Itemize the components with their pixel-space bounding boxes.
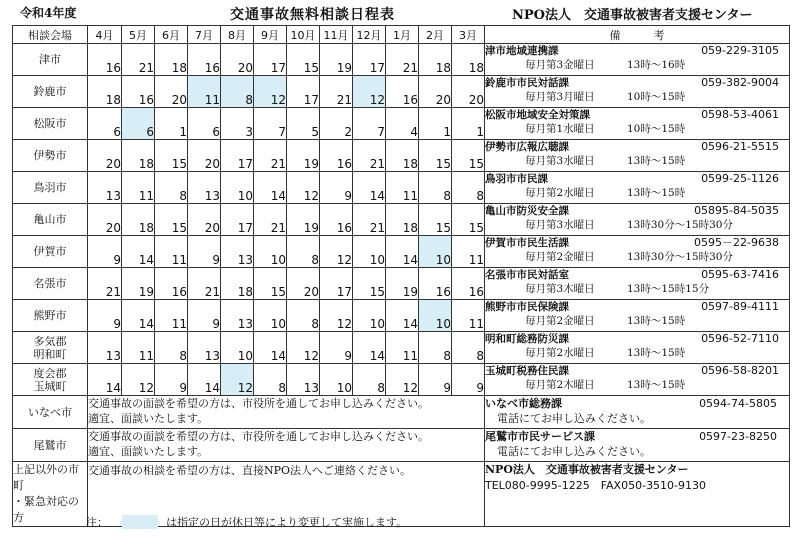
date-cell: 21 xyxy=(122,44,155,76)
venue-cell: 亀山市 xyxy=(13,204,88,236)
date-cell-changed: 10 xyxy=(419,236,452,268)
phone-number: 0596-58-8201 xyxy=(701,364,779,377)
consultation-hours: 13時～15時 xyxy=(627,347,686,359)
date-cell: 20 xyxy=(287,268,320,300)
date-cell: 13 xyxy=(88,332,122,364)
table-row xyxy=(13,332,790,364)
consultation-hours: 13時～15時15分 xyxy=(627,283,710,295)
date-cell: 14 xyxy=(353,332,386,364)
message-row xyxy=(13,396,790,429)
org-contact-cell xyxy=(485,462,790,527)
consultation-day: 毎月第1水曜日 xyxy=(525,123,595,135)
phone-number: 0595-63-7416 xyxy=(701,268,779,281)
department-name: 尾鷲市市民サービス課 xyxy=(485,430,595,443)
venue-cell: 伊勢市 xyxy=(13,140,88,172)
consultation-day: 毎月第2水曜日 xyxy=(525,187,595,199)
date-cell: 20 xyxy=(221,44,254,76)
note-cell xyxy=(485,332,790,364)
phone-number: 059-382-9004 xyxy=(701,76,779,89)
venue-cell: いなべ市 xyxy=(13,396,88,429)
date-cell: 7 xyxy=(254,108,287,140)
date-cell: 8 xyxy=(353,364,386,396)
date-cell: 19 xyxy=(287,204,320,236)
month-header: 6月 xyxy=(155,26,188,44)
message-line-2: 適宜、面談いたします。 xyxy=(88,412,209,425)
other-label-line-1: 上記以外の市町 xyxy=(13,463,79,492)
month-header: 4月 xyxy=(88,26,122,44)
consultation-hours: 13時30分～15時30分 xyxy=(627,251,733,263)
date-cell: 4 xyxy=(386,108,419,140)
date-cell: 14 xyxy=(122,300,155,332)
date-cell: 6 xyxy=(188,108,221,140)
month-header: 1月 xyxy=(386,26,419,44)
date-cell-changed: 6 xyxy=(122,108,155,140)
message-row xyxy=(13,429,790,462)
organization-name: NPO法人 交通事故被害者支援センター xyxy=(512,8,753,23)
note-line-1 xyxy=(485,268,789,282)
date-cell: 14 xyxy=(188,364,221,396)
date-cell: 9 xyxy=(88,300,122,332)
date-cell: 21 xyxy=(88,268,122,300)
note-cell xyxy=(485,236,790,268)
note-cell xyxy=(485,396,790,429)
date-cell: 12 xyxy=(287,332,320,364)
date-cell-changed: 12 xyxy=(353,76,386,108)
date-cell-changed: 12 xyxy=(221,364,254,396)
venue-cell: 松阪市 xyxy=(13,108,88,140)
date-cell: 13 xyxy=(88,172,122,204)
date-cell: 15 xyxy=(155,140,188,172)
note-line-1 xyxy=(485,332,789,346)
venue-cell xyxy=(13,364,88,396)
date-cell: 20 xyxy=(88,140,122,172)
note-line-2 xyxy=(485,58,789,72)
venue-cell: 熊野市 xyxy=(13,300,88,332)
date-cell: 16 xyxy=(320,140,353,172)
table-row xyxy=(13,204,790,236)
date-cell: 18 xyxy=(221,268,254,300)
footnote-text: は指定の日が休日等により変更して実施します。 xyxy=(166,516,408,529)
date-cell: 14 xyxy=(386,236,419,268)
note-line-1 xyxy=(485,44,789,58)
phone-number: 0596-52-7110 xyxy=(701,332,779,345)
date-cell: 15 xyxy=(155,204,188,236)
consultation-day: 毎月第2木曜日 xyxy=(525,379,595,391)
date-cell: 12 xyxy=(386,364,419,396)
message-cell xyxy=(88,429,485,462)
consultation-day: 毎月第3金曜日 xyxy=(525,59,595,71)
department-name: 明和町総務防災課 xyxy=(485,333,569,345)
date-cell: 18 xyxy=(452,44,485,76)
consultation-hours: 10時～15時 xyxy=(627,123,686,135)
date-cell: 21 xyxy=(386,44,419,76)
date-cell: 1 xyxy=(419,108,452,140)
department-name: 鈴鹿市市民対話課 xyxy=(485,77,569,89)
date-cell: 9 xyxy=(88,236,122,268)
phone-number: 0598-53-4061 xyxy=(701,108,779,121)
note-cell xyxy=(485,268,790,300)
consultation-hours: 13時～16時 xyxy=(627,59,686,71)
date-cell: 9 xyxy=(452,364,485,396)
date-cell: 21 xyxy=(188,268,221,300)
date-cell: 14 xyxy=(386,300,419,332)
date-cell: 13 xyxy=(188,172,221,204)
date-cell: 12 xyxy=(320,300,353,332)
note-line-2 xyxy=(485,346,789,360)
venue-name-line: 多気郡 xyxy=(33,334,67,348)
table-row xyxy=(13,364,790,396)
date-cell: 8 xyxy=(155,172,188,204)
date-cell: 16 xyxy=(88,44,122,76)
date-cell: 9 xyxy=(188,300,221,332)
message-line-2: 適宜、面談いたします。 xyxy=(88,445,209,458)
date-cell: 15 xyxy=(452,204,485,236)
date-cell: 13 xyxy=(287,364,320,396)
note-line-1 xyxy=(485,204,789,218)
date-cell: 21 xyxy=(353,204,386,236)
date-cell: 18 xyxy=(122,204,155,236)
date-cell: 2 xyxy=(320,108,353,140)
table-row xyxy=(13,236,790,268)
date-cell: 21 xyxy=(254,204,287,236)
date-cell: 17 xyxy=(221,204,254,236)
date-cell: 10 xyxy=(353,236,386,268)
date-cell: 9 xyxy=(320,172,353,204)
note-line-1 xyxy=(485,429,789,444)
date-cell: 18 xyxy=(155,44,188,76)
date-cell: 10 xyxy=(221,332,254,364)
table-row xyxy=(13,140,790,172)
other-label-cell xyxy=(13,462,88,527)
date-cell: 17 xyxy=(254,44,287,76)
date-cell: 17 xyxy=(320,268,353,300)
date-cell-changed: 10 xyxy=(419,300,452,332)
department-name: 松阪市地域安全対策課 xyxy=(485,109,590,121)
department-name: 名張市市民対話室 xyxy=(485,269,569,281)
date-cell: 13 xyxy=(221,236,254,268)
consultation-day: 毎月第3水曜日 xyxy=(525,155,595,167)
consultation-day: 毎月第2水曜日 xyxy=(525,347,595,359)
date-cell: 9 xyxy=(188,236,221,268)
date-cell: 10 xyxy=(320,364,353,396)
fiscal-year: 令和4年度 xyxy=(20,6,77,20)
date-cell: 11 xyxy=(452,300,485,332)
date-cell: 18 xyxy=(419,44,452,76)
date-cell: 13 xyxy=(221,300,254,332)
department-name: 津市地域連携課 xyxy=(485,45,559,57)
date-cell: 11 xyxy=(452,236,485,268)
table-row xyxy=(13,172,790,204)
venue-cell: 鈴鹿市 xyxy=(13,76,88,108)
date-cell: 11 xyxy=(386,332,419,364)
date-cell: 9 xyxy=(155,364,188,396)
note-line-1 xyxy=(485,364,789,378)
date-cell: 15 xyxy=(353,268,386,300)
date-cell: 9 xyxy=(419,364,452,396)
date-cell: 18 xyxy=(386,140,419,172)
date-cell: 13 xyxy=(188,332,221,364)
date-cell: 11 xyxy=(155,236,188,268)
date-cell: 19 xyxy=(287,140,320,172)
other-label-line-2: ・緊急対応の方 xyxy=(13,495,79,524)
date-cell: 11 xyxy=(122,172,155,204)
consultation-hours: 13時～15時 xyxy=(627,379,686,391)
note-cell xyxy=(485,300,790,332)
page-title: 交通事故無料相談日程表 xyxy=(230,7,395,23)
month-header: 7月 xyxy=(188,26,221,44)
date-cell: 14 xyxy=(88,364,122,396)
date-cell: 20 xyxy=(155,76,188,108)
date-cell: 8 xyxy=(452,172,485,204)
date-cell: 11 xyxy=(122,332,155,364)
date-cell: 18 xyxy=(386,204,419,236)
date-cell: 20 xyxy=(188,140,221,172)
date-cell: 16 xyxy=(188,44,221,76)
note-line-1 xyxy=(485,396,789,411)
phone-number: 05895-84-5035 xyxy=(694,204,779,217)
date-cell: 14 xyxy=(254,172,287,204)
department-name: 亀山市防災安全課 xyxy=(485,205,569,217)
date-cell: 11 xyxy=(155,300,188,332)
date-cell: 18 xyxy=(88,76,122,108)
note-cell xyxy=(485,44,790,76)
consultation-hours: 13時～15時 xyxy=(627,155,686,167)
date-cell: 20 xyxy=(419,76,452,108)
date-cell-changed: 11 xyxy=(188,76,221,108)
table-row xyxy=(13,44,790,76)
date-cell: 10 xyxy=(254,236,287,268)
phone-number: 059-229-3105 xyxy=(701,44,779,57)
note-line-1 xyxy=(485,300,789,314)
table-row xyxy=(13,76,790,108)
date-cell: 10 xyxy=(254,300,287,332)
table-row xyxy=(13,108,790,140)
date-cell: 10 xyxy=(221,172,254,204)
department-name: 伊賀市市民生活課 xyxy=(485,237,569,249)
venue-cell: 津市 xyxy=(13,44,88,76)
date-cell: 14 xyxy=(254,332,287,364)
note-line-2 xyxy=(485,314,789,328)
consultation-hours: 13時30分～15時30分 xyxy=(627,219,733,231)
note-line-2 xyxy=(485,122,789,136)
date-cell: 1 xyxy=(452,108,485,140)
footnote xyxy=(86,514,407,530)
consultation-hours: 13時～15時 xyxy=(627,315,686,327)
venue-name-line: 明和町 xyxy=(33,347,67,361)
note-line-2 xyxy=(485,186,789,200)
date-cell: 8 xyxy=(287,236,320,268)
date-cell: 5 xyxy=(287,108,320,140)
header-row xyxy=(13,26,790,44)
date-cell: 15 xyxy=(419,140,452,172)
month-header: 10月 xyxy=(287,26,320,44)
date-cell: 7 xyxy=(353,108,386,140)
note-cell xyxy=(485,76,790,108)
date-cell: 18 xyxy=(122,140,155,172)
message-line-1: 交通事故の面談を希望の方は、市役所を通してお申し込みください。 xyxy=(88,430,429,443)
month-header: 11月 xyxy=(320,26,353,44)
venue-cell: 伊賀市 xyxy=(13,236,88,268)
date-cell: 10 xyxy=(353,300,386,332)
date-cell: 19 xyxy=(320,44,353,76)
note-line-1 xyxy=(485,76,789,90)
date-cell: 12 xyxy=(122,364,155,396)
consultation-day: 毎月第3木曜日 xyxy=(525,283,595,295)
date-cell: 1 xyxy=(155,108,188,140)
date-cell: 12 xyxy=(320,236,353,268)
consultation-day: 毎月第2金曜日 xyxy=(525,315,595,327)
phone-number: 0594-74-5805 xyxy=(699,397,777,410)
department-name: 伊勢市広報広聴課 xyxy=(485,141,569,153)
date-cell-changed: 8 xyxy=(221,76,254,108)
message-line-1: 交通事故の面談を希望の方は、市役所を通してお申し込みください。 xyxy=(88,397,429,410)
date-cell: 8 xyxy=(287,300,320,332)
phone-number: 0596-21-5515 xyxy=(701,140,779,153)
date-cell: 21 xyxy=(353,140,386,172)
note-cell xyxy=(485,364,790,396)
org-tel-fax: TEL080-9995-1225 FAX050-3510-9130 xyxy=(485,479,707,492)
date-cell: 15 xyxy=(287,44,320,76)
note-cell xyxy=(485,204,790,236)
venue-name-line: 度会郡 xyxy=(33,366,67,380)
date-cell: 8 xyxy=(254,364,287,396)
date-cell: 21 xyxy=(320,76,353,108)
other-message-cell: 交通事故の相談を希望の方は、直接NPO法人へご連絡ください。 xyxy=(88,462,485,527)
schedule-table xyxy=(12,25,790,527)
date-cell: 12 xyxy=(287,172,320,204)
note-cell xyxy=(485,140,790,172)
date-cell: 8 xyxy=(155,332,188,364)
month-header: 12月 xyxy=(353,26,386,44)
consultation-day: 毎月第3水曜日 xyxy=(525,219,595,231)
note-line-2: 電話にてお申し込みください。 xyxy=(497,445,651,458)
date-cell: 6 xyxy=(88,108,122,140)
note-line-2: 電話にてお申し込みください。 xyxy=(497,412,651,425)
date-cell: 16 xyxy=(419,268,452,300)
month-header: 5月 xyxy=(122,26,155,44)
month-header: 2月 xyxy=(419,26,452,44)
venue-header: 相談会場 xyxy=(13,26,88,44)
date-cell: 20 xyxy=(88,204,122,236)
date-cell: 19 xyxy=(122,268,155,300)
date-cell: 14 xyxy=(122,236,155,268)
note-line-1 xyxy=(485,172,789,186)
consultation-hours: 13時～15時 xyxy=(627,187,686,199)
date-cell: 16 xyxy=(452,268,485,300)
note-cell xyxy=(485,429,790,462)
date-cell-changed: 12 xyxy=(254,76,287,108)
date-cell: 14 xyxy=(353,172,386,204)
venue-cell: 鳥羽市 xyxy=(13,172,88,204)
date-cell: 20 xyxy=(188,204,221,236)
phone-number: 0597-89-4111 xyxy=(701,300,779,313)
date-cell: 17 xyxy=(287,76,320,108)
phone-number: 0599-25-1126 xyxy=(701,172,779,185)
note-line-2 xyxy=(485,250,789,264)
date-cell: 16 xyxy=(155,268,188,300)
note-header: 備 考 xyxy=(485,26,790,44)
month-header: 8月 xyxy=(221,26,254,44)
date-cell: 15 xyxy=(419,204,452,236)
venue-cell: 尾鷲市 xyxy=(13,429,88,462)
note-line-1 xyxy=(485,108,789,122)
note-line-2 xyxy=(485,378,789,392)
footnote-label: 注： xyxy=(86,516,108,529)
venue-cell: 名張市 xyxy=(13,268,88,300)
phone-number: 0595－22-9638 xyxy=(694,236,779,249)
venue-cell xyxy=(13,332,88,364)
note-line-2 xyxy=(485,282,789,296)
consultation-day: 毎月第3月曜日 xyxy=(525,91,595,103)
note-line-1 xyxy=(485,236,789,250)
department-name: いなべ市総務課 xyxy=(485,397,562,410)
date-cell: 16 xyxy=(320,204,353,236)
consultation-hours: 10時～15時 xyxy=(627,91,686,103)
note-line-2 xyxy=(485,218,789,232)
note-cell xyxy=(485,172,790,204)
note-cell xyxy=(485,108,790,140)
phone-number: 0597-23-8250 xyxy=(699,430,777,443)
department-name: 鳥羽市市民課 xyxy=(485,173,548,185)
date-cell: 8 xyxy=(452,332,485,364)
date-cell: 8 xyxy=(419,332,452,364)
date-cell: 9 xyxy=(320,332,353,364)
table-row xyxy=(13,268,790,300)
date-cell: 11 xyxy=(386,172,419,204)
date-cell: 17 xyxy=(221,140,254,172)
venue-name-line: 玉城町 xyxy=(33,379,67,393)
department-name: 熊野市市民保険課 xyxy=(485,301,569,313)
note-line-2 xyxy=(485,154,789,168)
consultation-day: 毎月第2金曜日 xyxy=(525,251,595,263)
table-row xyxy=(13,300,790,332)
note-line-1 xyxy=(485,140,789,154)
date-cell: 20 xyxy=(452,76,485,108)
date-cell: 16 xyxy=(122,76,155,108)
month-header: 9月 xyxy=(254,26,287,44)
month-header: 3月 xyxy=(452,26,485,44)
date-cell: 16 xyxy=(386,76,419,108)
date-cell: 15 xyxy=(254,268,287,300)
department-name: 玉城町税務住民課 xyxy=(485,365,569,377)
date-cell: 3 xyxy=(221,108,254,140)
date-cell: 21 xyxy=(254,140,287,172)
note-line-2 xyxy=(485,90,789,104)
highlight-swatch xyxy=(122,515,158,529)
date-cell: 19 xyxy=(386,268,419,300)
org-name: NPO法人 交通事故被害者支援センター xyxy=(485,463,689,476)
date-cell: 17 xyxy=(353,44,386,76)
date-cell: 15 xyxy=(452,140,485,172)
message-cell xyxy=(88,396,485,429)
date-cell: 8 xyxy=(419,172,452,204)
